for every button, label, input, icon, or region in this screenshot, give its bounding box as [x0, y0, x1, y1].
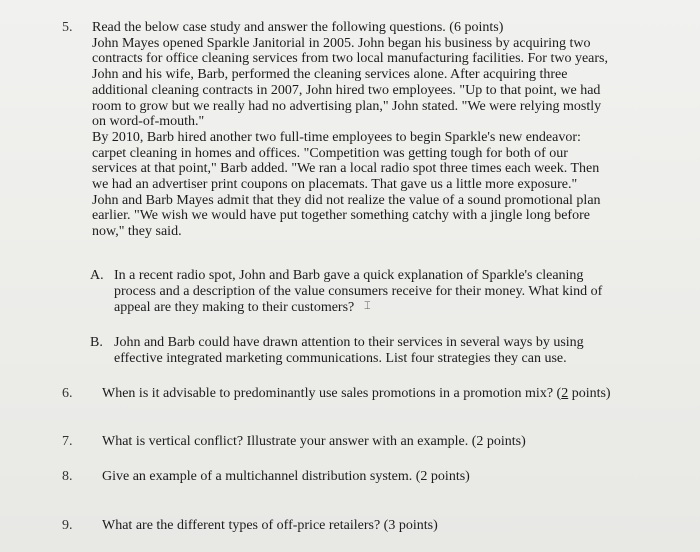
question-5-case-study	[92, 20, 608, 240]
question-5a-line: appeal are they making to their customers?	[114, 300, 355, 315]
question-8-number: 8.	[62, 469, 73, 484]
case-line: room to grow but we really had no advertising plan," John stated. "We were relying mostly	[92, 98, 602, 114]
case-line: John and Barb Mayes admit that they did not realize the value of a sound promotional plan	[92, 192, 601, 208]
case-line: now," they said.	[92, 224, 182, 240]
question-5b-line: effective integrated marketing communications. List four strategies they can use.	[114, 351, 567, 366]
question-5a-line: In a recent radio spot, John and Barb gave a quick explanation of Sparkle's cleaning	[114, 268, 584, 283]
case-line: earlier. "We wish we would have put together something catchy with a jingle long before	[92, 208, 590, 224]
question-6-text	[102, 386, 611, 402]
case-line: additional cleaning contracts in 2007, John hired two employees. "Up to that point, we had	[92, 82, 601, 98]
case-line: By 2010, Barb hired another two full-time employees to begin Sparkle's new endeavor:	[92, 129, 581, 145]
case-line: John Mayes opened Sparkle Janitorial in 2005. John began his business by acquiring two	[92, 35, 591, 51]
question-5a-line: process and a description of the value consumers receive for their money. What kind of	[114, 284, 603, 299]
question-9-text: What are the different types of off-price retailers? (3 points)	[102, 518, 438, 533]
question-6-end: points)	[568, 386, 611, 401]
question-5a-label: A.	[90, 268, 104, 283]
case-line: services at that point," Barb added. "We ran a local radio spot three times each week. Then	[92, 161, 600, 177]
question-5b-label: B.	[90, 335, 103, 350]
case-line: carpet cleaning in homes and offices. "Competition was getting tough for both of our	[92, 145, 568, 161]
question-6-number: 6.	[62, 386, 73, 401]
case-line: we had an advertiser print coupons on placemats. That gave us a little more exposure."	[92, 177, 578, 193]
question-5b-text	[114, 335, 584, 367]
case-line: on word-of-mouth."	[92, 114, 205, 130]
case-line: John and his wife, Barb, performed the cleaning services alone. After acquiring three	[92, 67, 568, 83]
case-line: Read the below case study and answer the following questions. (6 points)	[92, 20, 504, 35]
question-6-main: When is it advisable to predominantly use sales promotions in a promotion mix? (	[102, 386, 562, 401]
question-5a-text	[114, 268, 602, 316]
question-6-points: 2	[561, 386, 569, 401]
question-7-text: What is vertical conflict? Illustrate your answer with an example. (2 points)	[102, 434, 526, 449]
case-line: contracts for office cleaning services from two local manufacturing facilities. For two years,	[92, 51, 608, 67]
question-5b-line: John and Barb could have drawn attention to their services in several ways by using	[114, 335, 584, 350]
question-8-text: Give an example of a multichannel distribution system. (2 points)	[102, 469, 470, 484]
question-9-number: 9.	[62, 518, 73, 533]
question-7-number: 7.	[62, 434, 73, 449]
cursor-mark-icon: ⌶	[364, 300, 371, 312]
question-5-number: 5.	[62, 20, 73, 35]
